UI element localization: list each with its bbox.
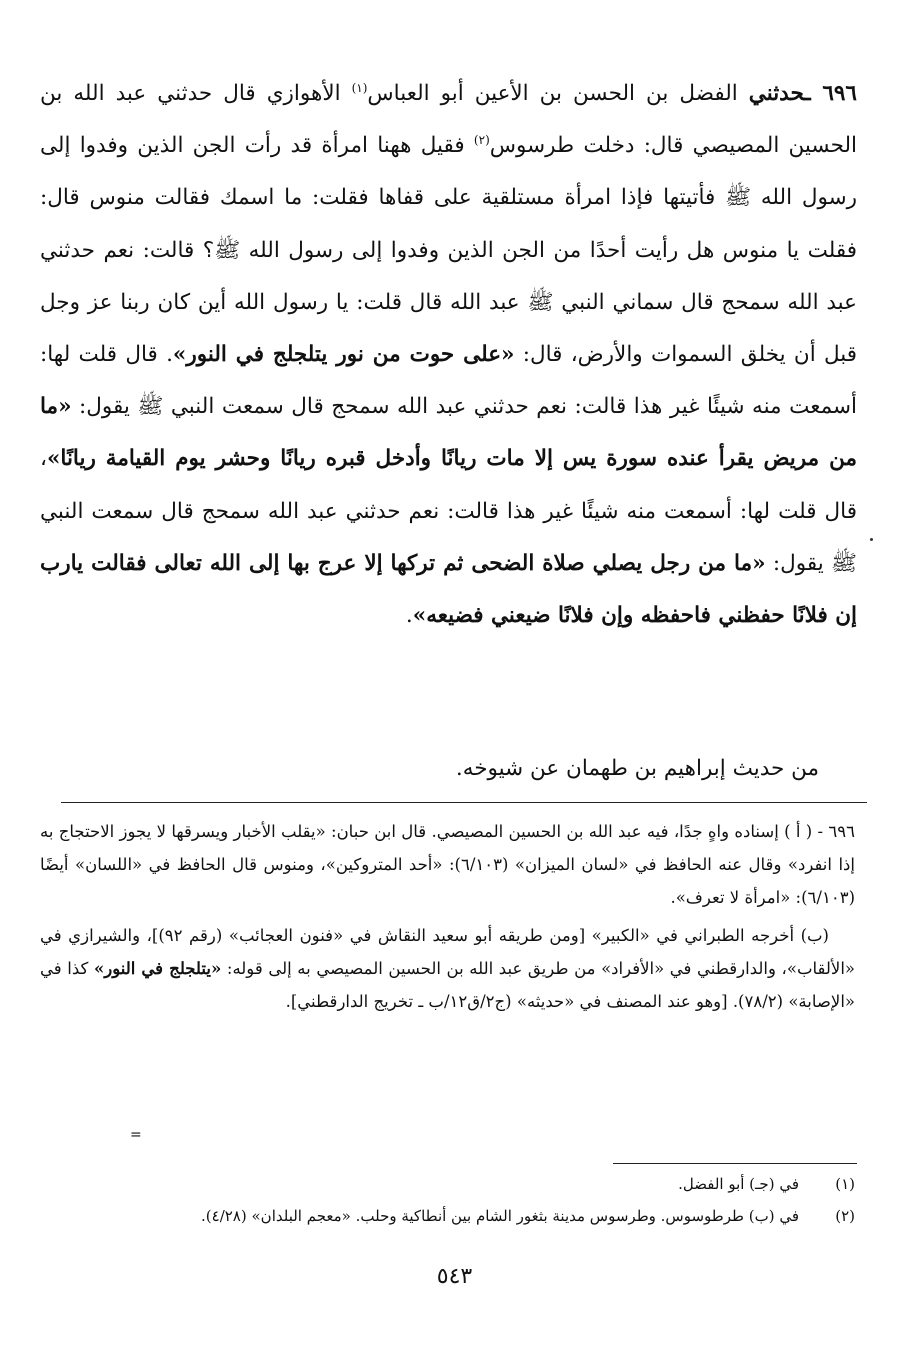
footnote-1-text: في (جـ) أبو الفضل. xyxy=(678,1175,799,1193)
para-b-start: (ب) أخرجه الطبراني في «الكبير» [ومن طريقه أبو سعيد النقاش في «فنون العجائب» (رقم ٩٢)]، والشيرازي في «الألقاب»، والدارقطني في «الأفراد» من طريق عبد الله بن الحسين المصيصي به إلى قوله: xyxy=(40,925,855,978)
footnote-2-number: (٢) xyxy=(835,1207,855,1225)
isnad-line-1-tail: الأهوازي قال حدثني عبد الله بن الحسين المصيصي قال: دخلت طرسوس xyxy=(40,81,857,159)
prophetic-quote-3: «ما من رجل يصلي صلاة الضحى ثم تركها إلا عرج بها إلى الله تعالى فقالت يارب إن فلانًا حفظني فاحفظه وإن فلانًا ضيعني فضيعه» xyxy=(40,550,857,629)
para-b-bold: «يتلجلج في النور» xyxy=(93,958,222,978)
footnote-2-text: في (ب) طرطوسوس. وطرسوس مدينة بثغور الشام بين أنطاكية وحلب. «معجم البلدان» (٤/٢٨). xyxy=(201,1207,799,1225)
continuation-mark: = xyxy=(130,1127,142,1143)
source-note: من حديث إبراهيم بن طهمان عن شيوخه. xyxy=(455,756,819,781)
footnote-divider xyxy=(613,1163,857,1164)
margin-speck xyxy=(870,538,873,541)
footnote-1 xyxy=(40,1171,855,1197)
matn-end: . xyxy=(405,603,413,629)
hadith-text xyxy=(40,68,857,642)
footnote-ref-2[interactable]: (٢) xyxy=(473,133,490,148)
commentary-divider xyxy=(61,802,867,803)
footnote-2 xyxy=(40,1203,855,1229)
matn-part-1: فقيل ههنا امرأة قد رأت الجن الذين وفدوا إلى رسول الله ﷺ فأتيتها فإذا امرأة مستلقية على قفاها فقلت: ما اسمك فقالت منوس قال: فقلت يا منوس هل رأيت أحدًا من الجن الذين وفدوا إلى رسول الله ﷺ؟ قالت: نعم حدثني عبد الله سمحج قال سماني النبي ﷺ عبد الله قال قلت: يا رسول الله أين كان ربنا عز وجل قبل أن يخلق السموات والأرض، قال: xyxy=(40,133,858,368)
prophetic-quote-2: «ما من مريض يقرأ عنده سورة يس إلا مات ريانًا وأدخل قبره ريانًا وحشر يوم القيامة ريانًا» xyxy=(40,394,857,472)
commentary-para-b xyxy=(40,919,855,1019)
hadith-opening: حدثني xyxy=(748,81,805,106)
matn-part-2: . قال قلت لها: أسمعت منه شيئًا غير هذا قالت: نعم حدثني عبد الله سمحج قال سمعت النبي ﷺ يقول: xyxy=(40,342,857,420)
footnote-1-number: (١) xyxy=(835,1175,855,1193)
footnote-ref-1[interactable]: (١) xyxy=(351,80,368,95)
matn-part-3: ، قال قلت لها: أسمعت منه شيئًا غير هذا قالت: نعم حدثني عبد الله سمحج قال سمعت النبي ﷺ يقول: xyxy=(40,446,857,576)
prophetic-quote-1: «على حوت من نور يتلجلج في النور» xyxy=(172,342,515,368)
isnad-line-1: الفضل بن الحسن بن الأعين أبو العباس xyxy=(367,81,749,106)
para-b-end: كذا في «الإصابة» (٧٨/٢). [وهو عند المصنف في «حديثه» (ج٢/ق١٢/ب ـ تخريج الدارقطني]. xyxy=(40,958,855,1012)
page-number: ٥٤٣ xyxy=(436,1264,473,1289)
commentary-para-a: ٦٩٦ - ( أ ) إسناده واهٍ جدًا، فيه عبد الله بن الحسين المصيصي. قال ابن حبان: «يقلب الأخبار ويسرقها لا يجوز الاحتجاج به إذا انفرد» وقال عنه الحافظ في «لسان الميزان» (٦/١٠٣): «أحد المتروكين»، ومنوس قال الحافظ في «اللسان» أيضًا (٦/١٠٣): «امرأة لا تعرف». xyxy=(40,822,855,908)
commentary xyxy=(40,815,855,1018)
hadith-number: ٦٩٦ ـ xyxy=(804,81,857,106)
hadith-paragraph xyxy=(40,68,857,642)
